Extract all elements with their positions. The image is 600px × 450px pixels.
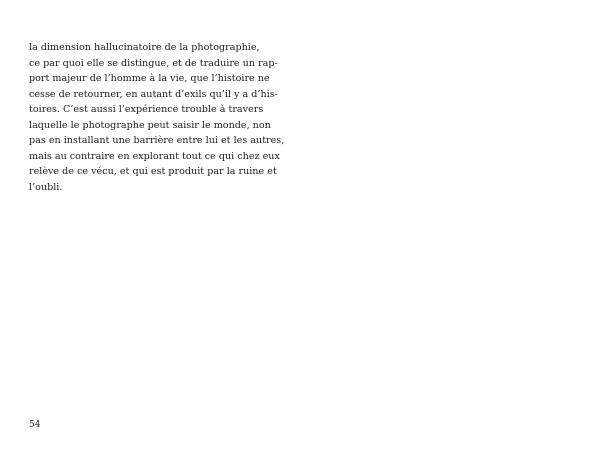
text-line: toires. C’est aussi l’expérience trouble à travers [29,104,264,115]
text-line: port majeur de l’homme à la vie, que l’histoire ne [29,73,270,84]
text-line: laquelle le photographe peut saisir le monde, non [29,119,271,131]
text-line: l’oubli. [29,181,63,193]
text-line: ce par quoi elle se distingue, et de traduire un rap- [29,57,278,69]
text-line: mais au contraire en explorant tout ce qui chez eux [29,150,280,162]
body-text [29,40,285,195]
text-line: pas en installant une barrière entre lui et les autres, [29,135,285,146]
text-line: cesse de retourner, en autant d’exils qu’il y a d’his- [29,88,278,100]
text-line: la dimension hallucinatoire de la photographie, [29,42,260,53]
text-line: relève de ce vécu, et qui est produit par la ruine et [29,166,277,177]
page-number: 54 [29,420,41,430]
